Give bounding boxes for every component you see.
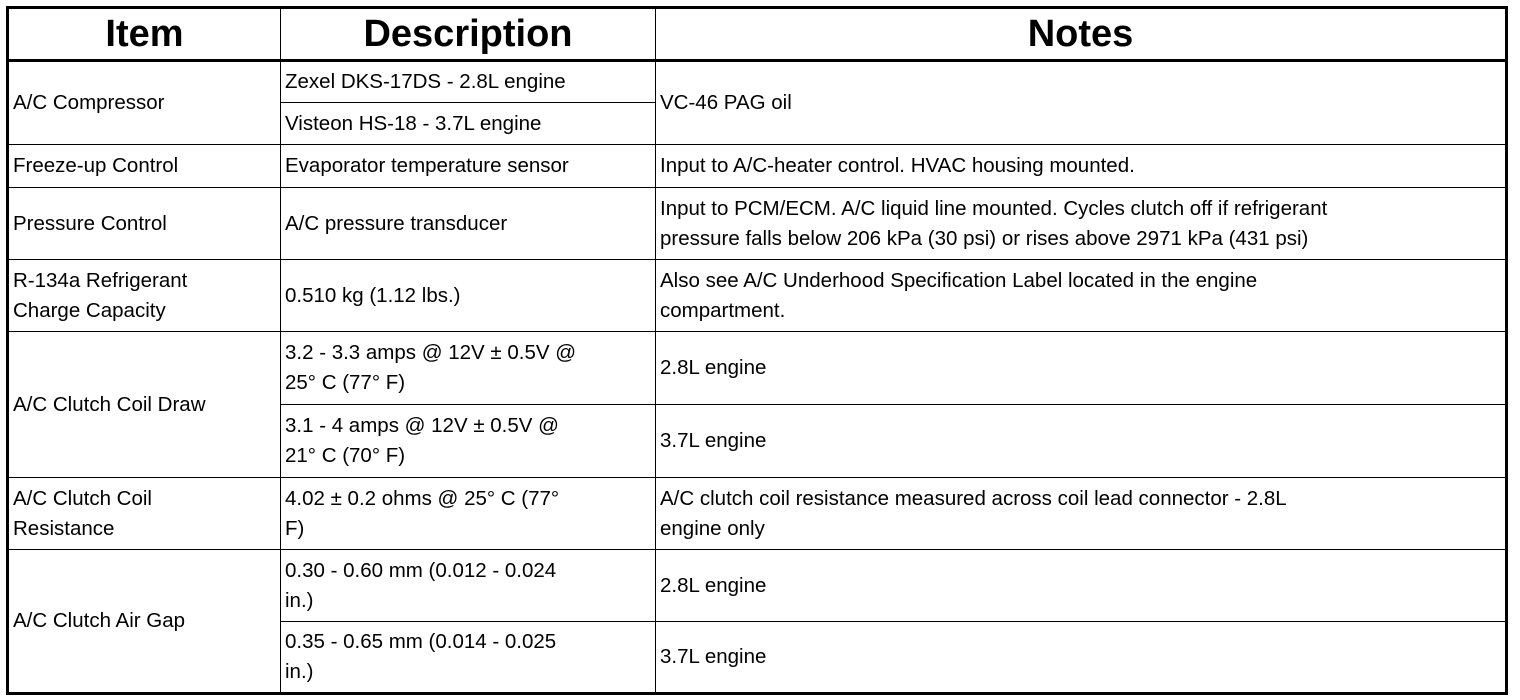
description-line: 3.1 - 4 amps @ 12V ± 0.5V @ bbox=[285, 414, 559, 437]
item-line: Charge Capacity bbox=[13, 298, 166, 322]
table-row-compressor bbox=[8, 61, 1507, 103]
item-cell: Freeze-up Control bbox=[8, 145, 281, 188]
description-cell: Visteon HS-18 - 3.7L engine bbox=[281, 103, 656, 145]
item-cell bbox=[8, 260, 281, 332]
description-line: F) bbox=[285, 516, 305, 540]
notes-cell: VC-46 PAG oil bbox=[656, 61, 1507, 145]
table-row-coil-resistance bbox=[8, 478, 1507, 550]
item-cell: A/C Clutch Air Gap bbox=[8, 550, 281, 694]
item-cell: A/C Clutch Coil Draw bbox=[8, 332, 281, 478]
table-row-air-gap bbox=[8, 550, 1507, 622]
notes-line: engine only bbox=[660, 516, 765, 540]
description-line: 21° C (70° F) bbox=[285, 444, 406, 467]
table-row-coil-draw bbox=[8, 332, 1507, 405]
notes-line: pressure falls below 206 kPa (30 psi) or rises above 2971 kPa (431 psi) bbox=[660, 226, 1309, 250]
description-cell: 0.510 kg (1.12 lbs.) bbox=[281, 260, 656, 332]
item-cell bbox=[8, 478, 281, 550]
item-cell: A/C Compressor bbox=[8, 61, 281, 145]
description-line: 4.02 ± 0.2 ohms @ 25° C (77° bbox=[285, 486, 560, 510]
notes-cell bbox=[656, 188, 1507, 260]
header-item: Item bbox=[8, 8, 281, 61]
notes-cell: 2.8L engine bbox=[656, 550, 1507, 622]
notes-cell: 2.8L engine bbox=[656, 332, 1507, 405]
description-line: in.) bbox=[285, 660, 314, 683]
description-line: 0.30 - 0.60 mm (0.012 - 0.024 bbox=[285, 558, 557, 582]
table-row-freeze bbox=[8, 145, 1507, 188]
header-notes: Notes bbox=[656, 8, 1507, 61]
description-cell bbox=[281, 405, 656, 478]
description-line: 0.35 - 0.65 mm (0.014 - 0.025 bbox=[285, 630, 557, 653]
notes-line: A/C clutch coil resistance measured across coil lead connector - 2.8L bbox=[660, 486, 1287, 510]
specification-table bbox=[6, 6, 1508, 695]
description-cell bbox=[281, 550, 656, 622]
notes-cell: 3.7L engine bbox=[656, 622, 1507, 694]
description-line: 3.2 - 3.3 amps @ 12V ± 0.5V @ bbox=[285, 341, 577, 364]
header-description: Description bbox=[281, 8, 656, 61]
description-cell: A/C pressure transducer bbox=[281, 188, 656, 260]
description-line: in.) bbox=[285, 588, 314, 612]
notes-cell: 3.7L engine bbox=[656, 405, 1507, 478]
description-cell bbox=[281, 478, 656, 550]
table-row-pressure bbox=[8, 188, 1507, 260]
description-line: 25° C (77° F) bbox=[285, 371, 406, 394]
notes-cell bbox=[656, 260, 1507, 332]
header-row bbox=[8, 8, 1507, 61]
description-cell: Evaporator temperature sensor bbox=[281, 145, 656, 188]
item-line: R-134a Refrigerant bbox=[13, 268, 188, 292]
description-cell bbox=[281, 622, 656, 694]
table-row-refrigerant bbox=[8, 260, 1507, 332]
notes-cell: Input to A/C-heater control. HVAC housing mounted. bbox=[656, 145, 1507, 188]
notes-line: Input to PCM/ECM. A/C liquid line mounted. Cycles clutch off if refrigerant bbox=[660, 196, 1328, 220]
description-cell bbox=[281, 332, 656, 405]
notes-line: Also see A/C Underhood Specification Label located in the engine bbox=[660, 268, 1258, 292]
item-line: A/C Clutch Coil bbox=[13, 486, 152, 510]
item-cell: Pressure Control bbox=[8, 188, 281, 260]
notes-line: compartment. bbox=[660, 298, 786, 322]
item-line: Resistance bbox=[13, 516, 115, 540]
description-cell: Zexel DKS-17DS - 2.8L engine bbox=[281, 61, 656, 103]
notes-cell bbox=[656, 478, 1507, 550]
